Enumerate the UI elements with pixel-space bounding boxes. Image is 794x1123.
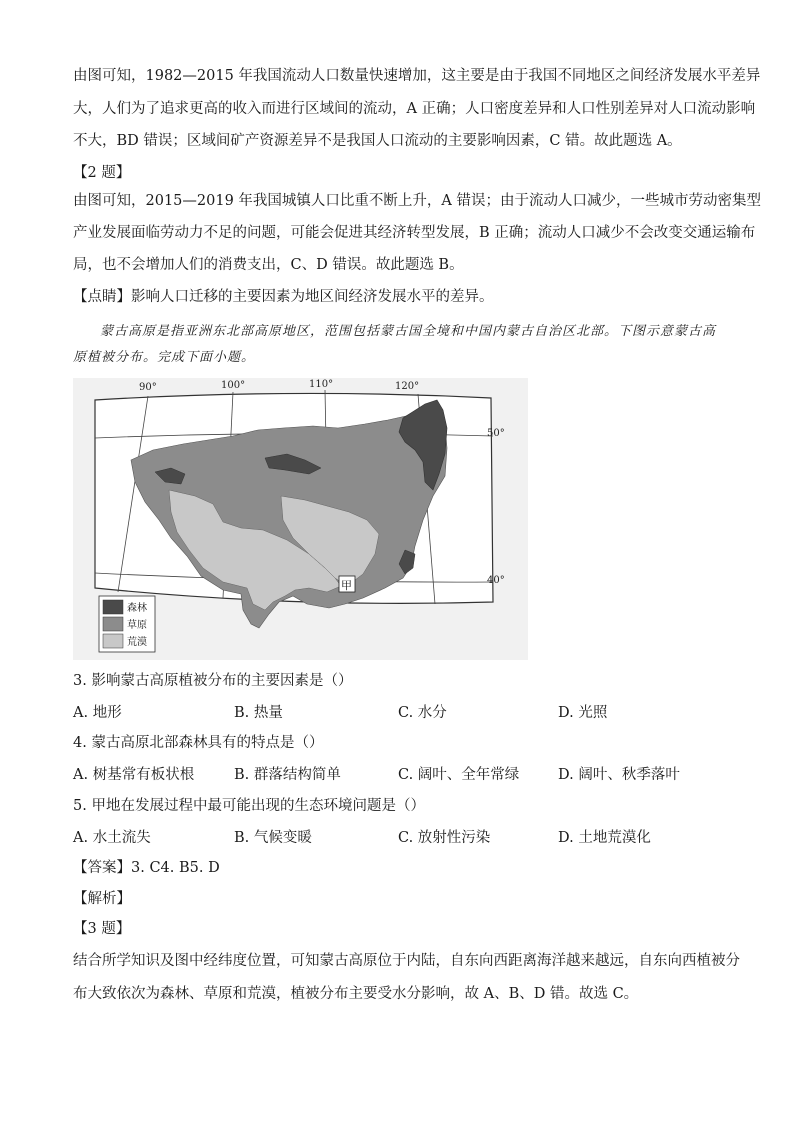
q3-option-c: C. 水分 [398,705,447,721]
q3-option-b: B. 热量 [234,705,283,721]
q2-header: 【2 题】 [73,165,131,181]
q3-option-a: A. 地形 [73,705,122,721]
legend-swatch-forest [103,600,123,614]
lon-label-120: 120° [395,381,420,392]
legend-swatch-desert [103,634,123,648]
q3-option-d: D. 光照 [558,705,608,721]
vegetation-map-svg [73,378,528,660]
q3-explanation-header: 【3 题】 [73,921,131,937]
q5-option-d: D. 土地荒漠化 [558,830,651,846]
q2-line-3: 局，也不会增加人们的消费支出，C、D 错误。故此题选 B。 [73,257,464,273]
q2-line-2: 产业发展面临劳动力不足的问题，可能会促进其经济转型发展，B 正确；流动人口减少不会改变交通运输布 [73,225,756,241]
legend-swatch-grassland [103,617,123,631]
lon-label-90: 90° [139,382,157,393]
q4-option-d: D. 阔叶、秋季落叶 [558,767,680,783]
lon-label-110: 110° [309,379,334,390]
tip: 【点睛】影响人口迁移的主要因素为地区间经济发展水平的差异。 [73,289,494,305]
q4-option-b: B. 群落结构简单 [234,767,341,783]
lat-label-50: 50° [487,428,505,439]
vegetation-map [73,378,528,660]
intro-line-1: 蒙古高原是指亚洲东北部高原地区，范围包括蒙古国全境和中国内蒙古自治区北部。下图示意蒙古高 [100,324,717,339]
q4-option-a: A. 树基常有板状根 [73,767,195,783]
marker-jia-label: 甲 [341,579,352,592]
prev-explanation-line-3: 不大，BD 错误；区域间矿产资源差异不是我国人口流动的主要影响因素，C 错。故此题选 A。 [73,133,682,149]
legend-label-grassland: 草原 [127,620,147,631]
q4-option-c: C. 阔叶、全年常绿 [398,767,520,783]
q5-option-b: B. 气候变暖 [234,830,312,846]
q3-stem: 3. 影响蒙古高原植被分布的主要因素是（） [73,673,353,689]
lon-label-100: 100° [221,380,246,391]
prev-explanation-line-1: 由图可知，1982—2015 年我国流动人口数量快速增加，这主要是由于我国不同地区之间经济发展水平差异 [73,68,761,84]
q5-option-a: A. 水土流失 [73,830,151,846]
analysis-header: 【解析】 [73,891,131,907]
legend-label-forest: 森林 [127,603,147,614]
q4-stem: 4. 蒙古高原北部森林具有的特点是（） [73,735,324,751]
answer-line: 【答案】3. C4. B5. D [73,860,220,876]
prev-explanation-line-2: 大，人们为了追求更高的收入而进行区域间的流动，A 正确；人口密度差异和人口性别差异对人口流动影响 [73,101,756,117]
q3-explanation-line-2: 布大致依次为森林、草原和荒漠，植被分布主要受水分影响，故 A、B、D 错。故选 C。 [73,986,639,1002]
intro-line-2: 原植被分布。完成下面小题。 [73,350,256,365]
q3-explanation-line-1: 结合所学知识及图中经纬度位置，可知蒙古高原位于内陆，自东向西距离海洋越来越远，自东向西植被分 [73,953,740,969]
q5-stem: 5. 甲地在发展过程中最可能出现的生态环境问题是（） [73,798,425,814]
q5-option-c: C. 放射性污染 [398,830,491,846]
lat-label-40: 40° [487,575,505,586]
legend-label-desert: 荒漠 [127,637,147,648]
q2-line-1: 由图可知，2015—2019 年我国城镇人口比重不断上升，A 错误；由于流动人口减少，一些城市劳动密集型 [73,193,761,209]
